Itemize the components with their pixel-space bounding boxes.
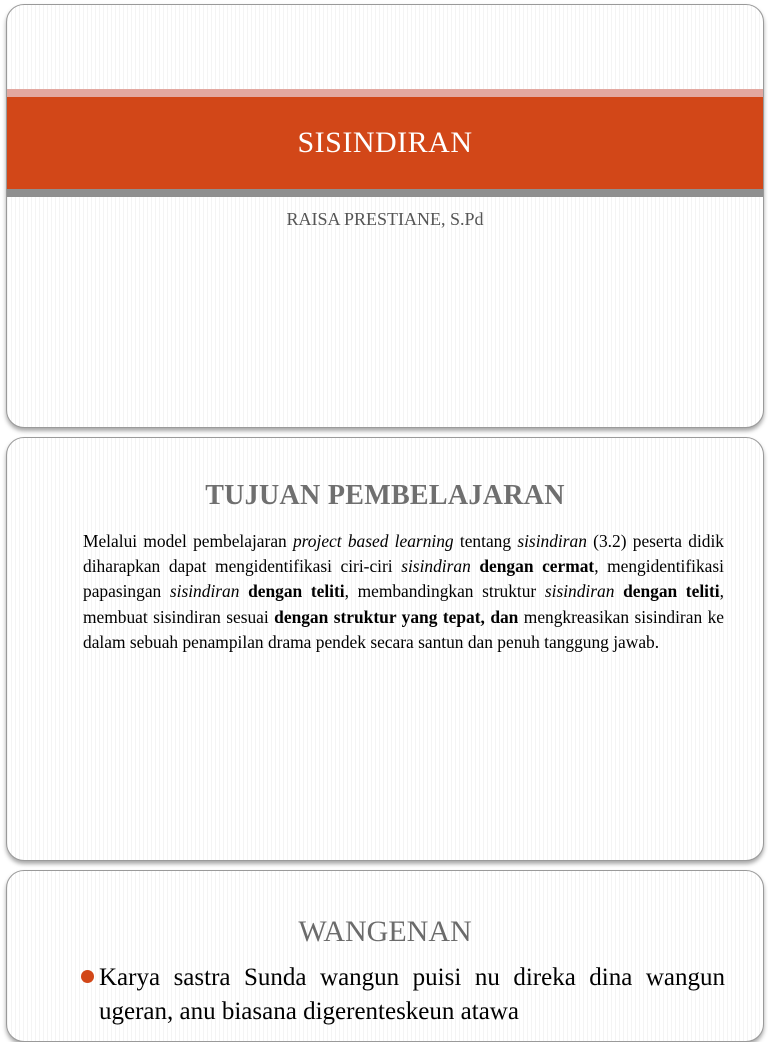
text-run: , membuat sisindiran sesuai [83,581,724,627]
definition-list [81,961,725,1029]
text-run-italic: project based learning [292,531,454,551]
slide-subtitle: RAISA PRESTIANE, S.Pd [286,209,484,229]
objectives-paragraph [83,529,724,655]
text-run-italic: sisindiran [517,531,587,551]
text-run-italic: sisindiran [401,556,471,577]
title-band-bottom [7,189,763,197]
text-run-bold: dengan teliti [248,581,345,602]
list-item [81,961,725,1029]
text-run: , membandingkan struktur [344,581,545,602]
text-run-italic: sisindiran [169,581,240,602]
text-run: (3.2) peserta didik diharapkan dapat mengidentifikasi ciri-ciri [83,531,724,577]
slide-title [6,4,764,428]
text-run: , mengidentifikasi papasingan [83,556,724,602]
text-run-bold: dengan cermat [479,556,595,577]
list-item-text: Karya sastra Sunda wangun puisi nu direka dina wangun ugeran, anu biasana digerenteskeun atawa [99,964,725,1025]
orange-dot-bullet-icon [81,970,94,983]
slide-title-text: SISINDIRAN [297,126,473,159]
text-run: mengkreasikan sisindiran ke dalam sebuah penampilan drama pendek secara santun dan penuh tanggung jawab. [83,606,724,652]
slide-objectives [6,437,764,861]
text-run [239,581,248,601]
slide-definition [6,870,764,1042]
title-band [7,97,763,189]
text-run-bold: dengan teliti [623,581,720,602]
title-band-top [7,89,763,97]
objectives-heading: TUJUAN PEMBELAJARAN [205,480,565,511]
definition-heading: WANGENAN [298,915,472,948]
text-run: tentang [453,531,518,551]
text-run-bold: dengan struktur yang tepat, dan [274,606,519,627]
text-run: Melalui model pembelajaran [83,531,293,551]
text-run-italic: sisindiran [544,581,615,602]
text-run [614,581,623,601]
